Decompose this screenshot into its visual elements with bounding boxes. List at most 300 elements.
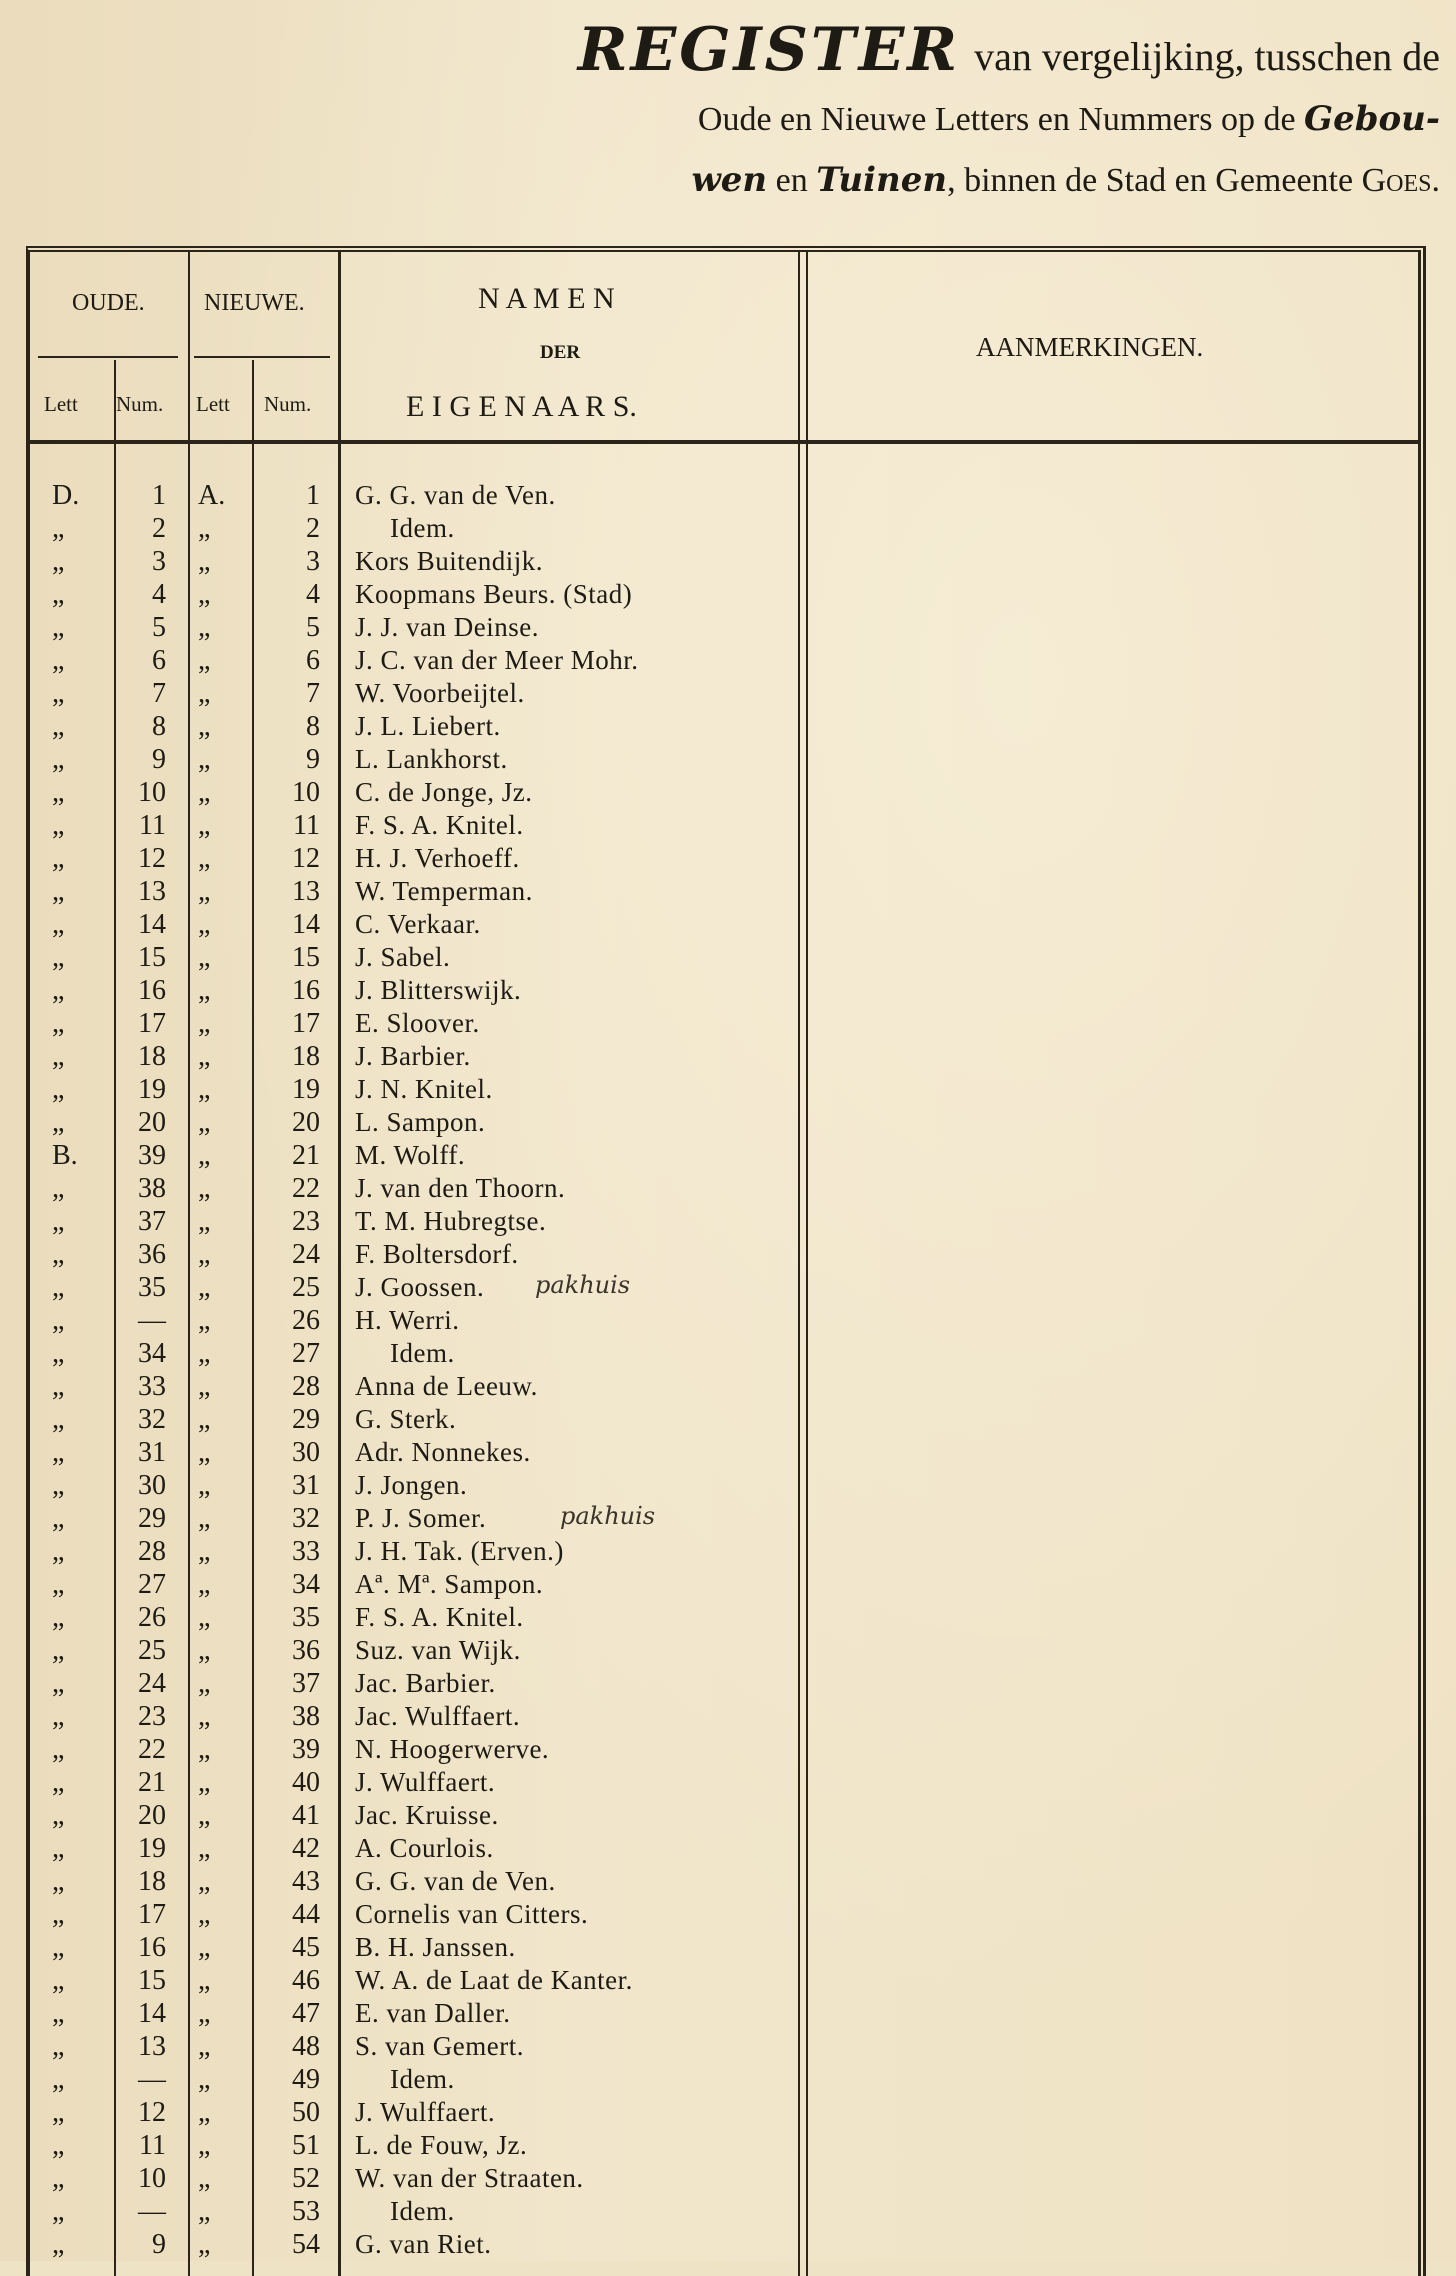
owner-name-cell: G. G. van de Ven. — [355, 480, 556, 510]
table-row — [0, 644, 1456, 677]
old-number-cell: 29 — [138, 1503, 166, 1534]
new-letter-cell: „ — [198, 2097, 211, 2128]
old-letter-cell: „ — [52, 1008, 65, 1039]
new-number-cell: 13 — [292, 876, 320, 907]
table-row — [0, 710, 1456, 743]
owner-name-cell: P. J. Somer. — [355, 1503, 487, 1533]
new-number-cell: 26 — [292, 1305, 320, 1336]
new-letter-cell: „ — [198, 843, 211, 874]
table-row — [0, 1667, 1456, 1700]
new-letter-cell: „ — [198, 1239, 211, 1270]
table-row — [0, 809, 1456, 842]
new-letter-cell: „ — [198, 579, 211, 610]
new-number-cell: 27 — [292, 1338, 320, 1369]
new-letter-cell: „ — [198, 546, 211, 577]
old-number-cell: 16 — [138, 1932, 166, 1963]
table-row — [0, 1535, 1456, 1568]
old-number-cell: 8 — [152, 711, 166, 742]
old-letter-cell: „ — [52, 1965, 65, 1996]
new-number-cell: 44 — [292, 1899, 320, 1930]
old-number-cell: — — [138, 1305, 166, 1336]
owner-name-cell: J. J. van Deinse. — [355, 612, 539, 642]
table-row — [0, 1799, 1456, 1832]
new-letter-cell: „ — [198, 2031, 211, 2062]
old-letter-cell: „ — [52, 1074, 65, 1105]
new-letter-cell: „ — [198, 2229, 211, 2260]
old-letter-cell: D. — [52, 480, 80, 511]
old-letter-cell: „ — [52, 612, 65, 643]
table-row — [0, 1502, 1456, 1535]
owner-name-cell: S. van Gemert. — [355, 2031, 524, 2061]
table-row — [0, 743, 1456, 776]
table-row — [0, 2228, 1456, 2261]
table-row — [0, 1700, 1456, 1733]
new-number-cell: 37 — [292, 1668, 320, 1699]
old-letter-cell: „ — [52, 975, 65, 1006]
header-bottom-rule — [30, 440, 1418, 444]
new-number-cell: 8 — [306, 711, 320, 742]
old-letter-cell: „ — [52, 678, 65, 709]
table-row — [0, 1205, 1456, 1238]
owner-name-cell: J. Blitterswijk. — [355, 975, 522, 1005]
table-row — [0, 2096, 1456, 2129]
old-number-cell: 17 — [138, 1008, 166, 1039]
new-letter-cell: „ — [198, 1965, 211, 1996]
old-letter-cell: „ — [52, 2196, 65, 2227]
new-letter-cell: „ — [198, 975, 211, 1006]
new-letter-cell: „ — [198, 2130, 211, 2161]
new-letter-cell: „ — [198, 1701, 211, 1732]
old-number-cell: 14 — [138, 909, 166, 940]
owner-name-cell: Koopmans Beurs. (Stad) — [355, 579, 633, 609]
new-letter-cell: „ — [198, 2196, 211, 2227]
old-number-cell: 11 — [139, 810, 166, 841]
new-letter-cell: „ — [198, 2064, 211, 2095]
new-letter-cell: „ — [198, 1008, 211, 1039]
old-number-cell: 37 — [138, 1206, 166, 1237]
new-letter-cell: „ — [198, 1833, 211, 1864]
new-number-cell: 53 — [292, 2196, 320, 2227]
old-number-cell: 23 — [138, 1701, 166, 1732]
old-letter-cell: „ — [52, 1866, 65, 1897]
old-number-cell: 18 — [138, 1041, 166, 1072]
old-letter-cell: „ — [52, 1239, 65, 1270]
header-gothic-tuinen: Tuinen — [816, 160, 948, 200]
new-letter-cell: „ — [198, 1767, 211, 1798]
owner-name-cell: Jac. Kruisse. — [355, 1800, 499, 1830]
old-letter-cell: „ — [52, 1107, 65, 1138]
new-number-cell: 28 — [292, 1371, 320, 1402]
old-letter-cell: B. — [52, 1140, 78, 1171]
col-header-nieuwe-lett: Lett — [196, 392, 230, 416]
owner-name-cell: H. Werri. — [355, 1305, 460, 1335]
new-number-cell: 5 — [306, 612, 320, 643]
owner-name-cell: J. Jongen. — [355, 1470, 468, 1500]
table-row — [0, 1238, 1456, 1271]
new-number-cell: 16 — [292, 975, 320, 1006]
new-number-cell: 38 — [292, 1701, 320, 1732]
old-letter-cell: „ — [52, 1899, 65, 1930]
new-letter-cell: „ — [198, 1932, 211, 1963]
table-row — [0, 1865, 1456, 1898]
owner-name-cell: Jac. Barbier. — [355, 1668, 496, 1698]
owner-name-cell: M. Wolff. — [355, 1140, 466, 1170]
owner-name-cell: J. N. Knitel. — [355, 1074, 493, 1104]
new-letter-cell: „ — [198, 1371, 211, 1402]
new-number-cell: 30 — [292, 1437, 320, 1468]
old-letter-cell: „ — [52, 1470, 65, 1501]
new-number-cell: 23 — [292, 1206, 320, 1237]
new-number-cell: 31 — [292, 1470, 320, 1501]
col-header-der: DER — [540, 342, 581, 363]
owner-name-cell: G. G. van de Ven. — [355, 1866, 556, 1896]
table-row — [0, 776, 1456, 809]
new-number-cell: 46 — [292, 1965, 320, 1996]
old-number-cell: 24 — [138, 1668, 166, 1699]
new-letter-cell: „ — [198, 810, 211, 841]
old-number-cell: 34 — [138, 1338, 166, 1369]
owner-name-cell: L. Lankhorst. — [355, 744, 508, 774]
table-row — [0, 1832, 1456, 1865]
new-letter-cell: „ — [198, 513, 211, 544]
owner-name-cell: W. Voorbeijtel. — [355, 678, 525, 708]
new-number-cell: 43 — [292, 1866, 320, 1897]
new-number-cell: 22 — [292, 1173, 320, 1204]
table-row — [0, 1304, 1456, 1337]
old-number-cell: 28 — [138, 1536, 166, 1567]
old-letter-cell: „ — [52, 843, 65, 874]
old-number-cell: 10 — [138, 2163, 166, 2194]
owner-name-cell: C. de Jonge, Jz. — [355, 777, 533, 807]
owner-name-cell: J. Wulffaert. — [355, 2097, 496, 2127]
old-letter-cell: „ — [52, 2163, 65, 2194]
new-letter-cell: A. — [198, 480, 226, 511]
new-number-cell: 3 — [306, 546, 320, 577]
old-letter-cell: „ — [52, 1404, 65, 1435]
table-row — [0, 842, 1456, 875]
old-letter-cell: „ — [52, 1569, 65, 1600]
table-row — [0, 677, 1456, 710]
new-letter-cell: „ — [198, 1305, 211, 1336]
col-header-nieuwe: NIEUWE. — [204, 290, 305, 316]
old-number-cell: 12 — [138, 2097, 166, 2128]
old-letter-cell: „ — [52, 2064, 65, 2095]
new-number-cell: 48 — [292, 2031, 320, 2062]
new-letter-cell: „ — [198, 711, 211, 742]
old-letter-cell: „ — [52, 2031, 65, 2062]
col-header-oude-lett: Lett — [44, 392, 78, 416]
new-letter-cell: „ — [198, 1074, 211, 1105]
old-number-cell: 5 — [152, 612, 166, 643]
owner-name-cell: A. Courlois. — [355, 1833, 494, 1863]
new-number-cell: 36 — [292, 1635, 320, 1666]
table-row — [0, 1139, 1456, 1172]
table-row — [0, 578, 1456, 611]
table-row — [0, 1337, 1456, 1370]
table-row — [0, 908, 1456, 941]
old-number-cell: 15 — [138, 1965, 166, 1996]
register-header — [540, 15, 1440, 211]
new-letter-cell: „ — [198, 645, 211, 676]
handwritten-annotation: pakhuis — [535, 1271, 631, 1299]
owner-name-cell: J. Goossen. — [355, 1272, 485, 1302]
old-number-cell: 13 — [138, 876, 166, 907]
old-letter-cell: „ — [52, 1668, 65, 1699]
table-row — [0, 875, 1456, 908]
owner-name-cell: C. Verkaar. — [355, 909, 481, 939]
new-letter-cell: „ — [198, 909, 211, 940]
table-row — [0, 545, 1456, 578]
old-number-cell: 19 — [138, 1074, 166, 1105]
owner-name-cell: F. S. A. Knitel. — [355, 1602, 524, 1632]
owner-name-cell: Idem. — [390, 1338, 455, 1368]
old-number-cell: 22 — [138, 1734, 166, 1765]
new-number-cell: 47 — [292, 1998, 320, 2029]
table-row — [0, 1469, 1456, 1502]
old-number-cell: 20 — [138, 1800, 166, 1831]
old-number-cell: 2 — [152, 513, 166, 544]
old-letter-cell: „ — [52, 513, 65, 544]
table-row — [0, 1898, 1456, 1931]
old-letter-cell: „ — [52, 942, 65, 973]
owner-name-cell: B. H. Janssen. — [355, 1932, 516, 1962]
old-letter-cell: „ — [52, 1833, 65, 1864]
old-number-cell: 32 — [138, 1404, 166, 1435]
owner-name-cell: J. Wulffaert. — [355, 1767, 496, 1797]
old-number-cell: — — [138, 2064, 166, 2095]
new-letter-cell: „ — [198, 1998, 211, 2029]
new-letter-cell: „ — [198, 1668, 211, 1699]
old-number-cell: 31 — [138, 1437, 166, 1468]
new-letter-cell: „ — [198, 1041, 211, 1072]
new-number-cell: 25 — [292, 1272, 320, 1303]
old-number-cell: 11 — [139, 2130, 166, 2161]
owner-name-cell: W. van der Straaten. — [355, 2163, 584, 2193]
new-number-cell: 6 — [306, 645, 320, 676]
owner-name-cell: E. Sloover. — [355, 1008, 480, 1038]
owner-name-cell: Idem. — [390, 2064, 455, 2094]
old-number-cell: 9 — [152, 744, 166, 775]
old-letter-cell: „ — [52, 2097, 65, 2128]
old-number-cell: — — [138, 2196, 166, 2227]
table-row — [0, 1007, 1456, 1040]
owner-name-cell: Idem. — [390, 2196, 455, 2226]
new-letter-cell: „ — [198, 1404, 211, 1435]
new-number-cell: 10 — [292, 777, 320, 808]
new-letter-cell: „ — [198, 1437, 211, 1468]
owner-name-cell: H. J. Verhoeff. — [355, 843, 520, 873]
oude-underline — [38, 356, 178, 358]
owner-name-cell: G. van Riet. — [355, 2229, 492, 2259]
old-number-cell: 1 — [152, 480, 166, 511]
new-number-cell: 20 — [292, 1107, 320, 1138]
table-row — [0, 1964, 1456, 1997]
table-row — [0, 1634, 1456, 1667]
old-number-cell: 33 — [138, 1371, 166, 1402]
old-number-cell: 3 — [152, 546, 166, 577]
owner-name-cell: N. Hoogerwerve. — [355, 1734, 550, 1764]
table-row — [0, 2162, 1456, 2195]
old-letter-cell: „ — [52, 909, 65, 940]
new-letter-cell: „ — [198, 1899, 211, 1930]
owner-name-cell: L. de Fouw, Jz. — [355, 2130, 528, 2160]
new-number-cell: 29 — [292, 1404, 320, 1435]
old-letter-cell: „ — [52, 744, 65, 775]
owner-name-cell: Anna de Leeuw. — [355, 1371, 538, 1401]
register-title: REGISTER — [577, 15, 961, 85]
table-row — [0, 1766, 1456, 1799]
owner-name-cell: Adr. Nonnekes. — [355, 1437, 531, 1467]
table-row — [0, 974, 1456, 1007]
old-letter-cell: „ — [52, 1437, 65, 1468]
owner-name-cell: Aª. Mª. Sampon. — [355, 1569, 544, 1599]
title-continuation: van vergelijking, tusschen de — [974, 34, 1440, 79]
table-row — [0, 2129, 1456, 2162]
old-number-cell: 14 — [138, 1998, 166, 2029]
table-row — [0, 1568, 1456, 1601]
new-number-cell: 11 — [293, 810, 320, 841]
old-number-cell: 9 — [152, 2229, 166, 2260]
new-number-cell: 7 — [306, 678, 320, 709]
table-row — [0, 2195, 1456, 2228]
old-letter-cell: „ — [52, 1767, 65, 1798]
new-number-cell: 35 — [292, 1602, 320, 1633]
old-letter-cell: „ — [52, 1800, 65, 1831]
old-letter-cell: „ — [52, 1602, 65, 1633]
old-number-cell: 35 — [138, 1272, 166, 1303]
old-letter-cell: „ — [52, 1206, 65, 1237]
table-row — [0, 1040, 1456, 1073]
new-letter-cell: „ — [198, 744, 211, 775]
old-number-cell: 4 — [152, 579, 166, 610]
new-number-cell: 19 — [292, 1074, 320, 1105]
old-number-cell: 7 — [152, 678, 166, 709]
table-row — [0, 1436, 1456, 1469]
owner-name-cell: J. van den Thoorn. — [355, 1173, 566, 1203]
new-letter-cell: „ — [198, 1734, 211, 1765]
new-number-cell: 42 — [292, 1833, 320, 1864]
old-number-cell: 15 — [138, 942, 166, 973]
new-letter-cell: „ — [198, 1206, 211, 1237]
old-letter-cell: „ — [52, 1998, 65, 2029]
old-number-cell: 26 — [138, 1602, 166, 1633]
old-letter-cell: „ — [52, 711, 65, 742]
old-letter-cell: „ — [52, 1701, 65, 1732]
new-number-cell: 49 — [292, 2064, 320, 2095]
new-number-cell: 51 — [292, 2130, 320, 2161]
table-row — [0, 512, 1456, 545]
new-number-cell: 12 — [292, 843, 320, 874]
old-number-cell: 36 — [138, 1239, 166, 1270]
header-city: Goes. — [1361, 162, 1440, 199]
old-letter-cell: „ — [52, 1041, 65, 1072]
owner-name-cell: Jac. Wulffaert. — [355, 1701, 521, 1731]
col-header-oude: OUDE. — [72, 290, 145, 316]
old-letter-cell: „ — [52, 645, 65, 676]
new-letter-cell: „ — [198, 612, 211, 643]
new-number-cell: 34 — [292, 1569, 320, 1600]
new-letter-cell: „ — [198, 1800, 211, 1831]
new-number-cell: 40 — [292, 1767, 320, 1798]
new-letter-cell: „ — [198, 1866, 211, 1897]
new-letter-cell: „ — [198, 1338, 211, 1369]
old-letter-cell: „ — [52, 579, 65, 610]
table-row — [0, 2063, 1456, 2096]
header-line-3: , binnen de Stad en Gemeente — [947, 162, 1354, 199]
table-row — [0, 2030, 1456, 2063]
new-number-cell: 33 — [292, 1536, 320, 1567]
new-number-cell: 17 — [292, 1008, 320, 1039]
new-number-cell: 1 — [306, 480, 320, 511]
new-number-cell: 14 — [292, 909, 320, 940]
old-number-cell: 16 — [138, 975, 166, 1006]
old-letter-cell: „ — [52, 1635, 65, 1666]
new-number-cell: 39 — [292, 1734, 320, 1765]
new-number-cell: 41 — [292, 1800, 320, 1831]
old-number-cell: 25 — [138, 1635, 166, 1666]
new-letter-cell: „ — [198, 1107, 211, 1138]
new-number-cell: 32 — [292, 1503, 320, 1534]
owner-name-cell: Suz. van Wijk. — [355, 1635, 521, 1665]
new-letter-cell: „ — [198, 1470, 211, 1501]
old-number-cell: 10 — [138, 777, 166, 808]
table-row — [0, 1370, 1456, 1403]
old-letter-cell: „ — [52, 876, 65, 907]
new-letter-cell: „ — [198, 1503, 211, 1534]
owner-name-cell: W. Temperman. — [355, 876, 533, 906]
owner-name-cell: Cornelis van Citters. — [355, 1899, 589, 1929]
old-number-cell: 18 — [138, 1866, 166, 1897]
owner-name-cell: G. Sterk. — [355, 1404, 457, 1434]
owner-name-cell: T. M. Hubregtse. — [355, 1206, 547, 1236]
new-letter-cell: „ — [198, 1173, 211, 1204]
table-row — [0, 1997, 1456, 2030]
owner-name-cell: L. Sampon. — [355, 1107, 486, 1137]
new-number-cell: 15 — [292, 942, 320, 973]
new-number-cell: 21 — [292, 1140, 320, 1171]
old-number-cell: 19 — [138, 1833, 166, 1864]
table-row — [0, 1271, 1456, 1304]
owner-name-cell: J. Sabel. — [355, 942, 451, 972]
old-letter-cell: „ — [52, 777, 65, 808]
col-header-aanmerkingen: AANMERKINGEN. — [976, 332, 1204, 362]
new-number-cell: 18 — [292, 1041, 320, 1072]
header-en: en — [775, 162, 808, 199]
table-row — [0, 1931, 1456, 1964]
col-header-namen: N A M E N — [478, 282, 615, 315]
old-number-cell: 38 — [138, 1173, 166, 1204]
old-letter-cell: „ — [52, 546, 65, 577]
new-number-cell: 45 — [292, 1932, 320, 1963]
new-number-cell: 4 — [306, 579, 320, 610]
new-letter-cell: „ — [198, 1569, 211, 1600]
new-number-cell: 52 — [292, 2163, 320, 2194]
old-letter-cell: „ — [52, 1536, 65, 1567]
col-header-nieuwe-num: Num. — [264, 392, 312, 416]
table-row — [0, 611, 1456, 644]
old-number-cell: 13 — [138, 2031, 166, 2062]
owner-name-cell: Idem. — [390, 513, 455, 543]
col-header-oude-num: Num. — [116, 392, 164, 416]
old-number-cell: 20 — [138, 1107, 166, 1138]
new-letter-cell: „ — [198, 777, 211, 808]
owner-name-cell: J. C. van der Meer Mohr. — [355, 645, 639, 675]
old-number-cell: 6 — [152, 645, 166, 676]
table-row — [0, 1073, 1456, 1106]
new-letter-cell: „ — [198, 2163, 211, 2194]
owner-name-cell: J. Barbier. — [355, 1041, 471, 1071]
old-number-cell: 30 — [138, 1470, 166, 1501]
